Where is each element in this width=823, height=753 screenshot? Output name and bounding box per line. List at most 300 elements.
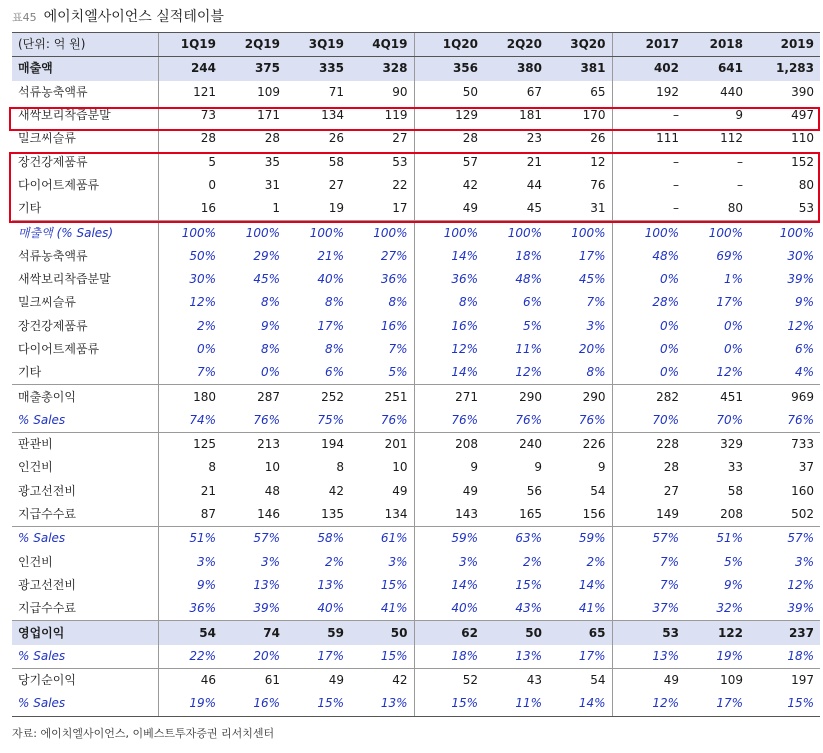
table-number: 표45 bbox=[12, 11, 37, 24]
table-cell: 143 bbox=[414, 503, 484, 527]
table-cell: 54 bbox=[548, 669, 612, 693]
table-cell: 0% bbox=[723, 318, 743, 333]
table-row bbox=[12, 669, 820, 693]
table-cell: 41% bbox=[578, 601, 606, 616]
table-cell: 49 bbox=[414, 480, 484, 503]
table-cell: 45% bbox=[578, 272, 606, 287]
table-cell: 5% bbox=[522, 318, 542, 333]
table-cell: 17% bbox=[685, 692, 749, 716]
table-cell: 3% bbox=[260, 554, 280, 569]
table-cell: 15% bbox=[380, 648, 408, 663]
table-cell: 17% bbox=[317, 318, 344, 333]
table-cell: 6% bbox=[522, 295, 542, 310]
table-cell: 171 bbox=[257, 108, 280, 123]
source-note: 자료: 에이치엘사이언스, 이베스트투자증권 리서치센터 bbox=[12, 727, 275, 740]
table-row bbox=[12, 645, 820, 669]
table-cell: 290 bbox=[484, 385, 548, 409]
table-cell: 156 bbox=[582, 507, 606, 522]
table-cell: 9 bbox=[534, 460, 542, 475]
table-cell: 73 bbox=[158, 104, 222, 127]
table-cell: 10 bbox=[264, 460, 280, 475]
table-row bbox=[12, 197, 820, 221]
table-cell: 3% bbox=[586, 318, 606, 333]
row-label: 장건강제품류 bbox=[18, 154, 88, 169]
table-cell: 41% bbox=[380, 601, 408, 616]
table-cell: 100% bbox=[685, 221, 749, 245]
table-cell: 502 bbox=[791, 507, 814, 522]
table-header-row bbox=[12, 33, 820, 57]
row-label: % Sales bbox=[18, 412, 66, 427]
row-label: % Sales bbox=[12, 527, 158, 551]
table-cell: 58 bbox=[727, 483, 743, 498]
table-row bbox=[12, 503, 820, 527]
table-cell: 8% bbox=[586, 365, 606, 380]
table-cell: 75% bbox=[317, 412, 344, 427]
table-cell: 329 bbox=[685, 433, 749, 457]
table-cell: 26 bbox=[590, 131, 606, 146]
table-row bbox=[12, 291, 820, 314]
table-cell: 2% bbox=[158, 315, 222, 338]
table-cell: 18% bbox=[515, 248, 542, 263]
table-cell: 9 bbox=[414, 456, 484, 479]
table-cell: 65 bbox=[548, 621, 612, 645]
table-cell: 30% bbox=[787, 248, 814, 263]
table-cell: 440 bbox=[720, 84, 743, 99]
table-row bbox=[12, 527, 820, 551]
table-cell: 53 bbox=[798, 201, 814, 216]
row-label: 다이어트제품류 bbox=[18, 342, 100, 356]
table-cell: 13% bbox=[253, 577, 280, 592]
table-cell: 134 bbox=[321, 108, 344, 123]
table-row bbox=[12, 245, 820, 268]
table-cell: 122 bbox=[685, 621, 749, 645]
table-cell: 287 bbox=[222, 385, 286, 409]
table-cell: 57% bbox=[749, 527, 820, 551]
table-cell: 71 bbox=[328, 84, 344, 99]
table-cell: 67 bbox=[526, 84, 542, 99]
table-cell: 0% bbox=[723, 342, 743, 356]
table-cell: 59% bbox=[414, 527, 484, 551]
table-cell: 213 bbox=[222, 433, 286, 457]
table-cell: 152 bbox=[791, 154, 814, 169]
table-cell: 146 bbox=[257, 507, 280, 522]
table-cell: 0% bbox=[612, 315, 685, 338]
table-cell: 969 bbox=[749, 385, 820, 409]
column-header: 2018 bbox=[685, 33, 749, 57]
table-cell: 59% bbox=[548, 527, 612, 551]
table-cell: 165 bbox=[519, 507, 542, 522]
table-row bbox=[12, 551, 820, 574]
table-cell: 48% bbox=[515, 272, 542, 287]
row-label: 장건강제품류 bbox=[18, 318, 88, 333]
column-header: 2Q20 bbox=[484, 33, 548, 57]
table-cell: 2% bbox=[324, 554, 344, 569]
table-cell: 28 bbox=[264, 131, 280, 146]
table-cell: 3% bbox=[794, 554, 814, 569]
table-cell: 28% bbox=[612, 291, 685, 314]
table-cell: 27 bbox=[392, 131, 408, 146]
table-cell: 13% bbox=[317, 577, 344, 592]
table-cell: 16% bbox=[380, 318, 408, 333]
table-cell: 8% bbox=[388, 295, 408, 310]
table-cell: 50% bbox=[158, 245, 222, 268]
row-label: 석류농축액류 bbox=[18, 84, 88, 99]
table-row bbox=[12, 315, 820, 338]
table-cell: 12% bbox=[787, 318, 814, 333]
table-cell: 9% bbox=[794, 295, 814, 310]
table-cell: 51% bbox=[685, 527, 749, 551]
table-cell: 7% bbox=[612, 574, 685, 597]
table-cell: 13% bbox=[515, 648, 542, 663]
table-cell: 22 bbox=[392, 177, 408, 192]
table-cell: 17 bbox=[392, 201, 408, 216]
table-cell: 12% bbox=[158, 291, 222, 314]
table-cell: 20% bbox=[253, 648, 280, 663]
table-row bbox=[12, 127, 820, 150]
table-cell: 135 bbox=[321, 507, 344, 522]
table-cell: 17% bbox=[716, 295, 743, 310]
table-cell: 12% bbox=[787, 577, 814, 592]
table-cell: 17% bbox=[317, 648, 344, 663]
table-cell: 251 bbox=[350, 385, 414, 409]
table-cell: 31 bbox=[590, 201, 606, 216]
table-cell: 8 bbox=[158, 456, 222, 479]
table-row bbox=[12, 621, 820, 645]
table-cell: 3% bbox=[414, 551, 484, 574]
table-cell: 3% bbox=[158, 551, 222, 574]
table-cell: 12 bbox=[590, 154, 606, 169]
table-cell: 58% bbox=[286, 527, 350, 551]
table-cell: 15% bbox=[414, 692, 484, 716]
table-cell: 15% bbox=[380, 577, 408, 592]
table-cell: 100% bbox=[286, 221, 350, 245]
table-cell: 8% bbox=[260, 342, 280, 356]
row-label: 기타 bbox=[18, 201, 42, 216]
table-cell: 13% bbox=[350, 692, 414, 716]
table-cell: 16 bbox=[158, 197, 222, 221]
table-cell: 100% bbox=[222, 221, 286, 245]
table-cell: 14% bbox=[414, 574, 484, 597]
column-header: 2017 bbox=[612, 33, 685, 57]
table-cell: 18% bbox=[787, 648, 814, 663]
row-label: 매출총이익 bbox=[12, 385, 158, 409]
table-cell: 14% bbox=[414, 361, 484, 385]
table-cell: 14% bbox=[548, 692, 612, 716]
table-cell: 125 bbox=[158, 433, 222, 457]
table-cell: 18% bbox=[414, 645, 484, 669]
table-cell: 100% bbox=[158, 221, 222, 245]
table-cell: 0% bbox=[612, 361, 685, 385]
table-row bbox=[12, 480, 820, 503]
table-cell: 181 bbox=[519, 108, 542, 123]
table-cell: 87 bbox=[158, 503, 222, 527]
table-cell: – bbox=[737, 154, 743, 169]
table-cell: 12% bbox=[716, 365, 743, 380]
table-cell: 35 bbox=[264, 154, 280, 169]
row-label: 광고선전비 bbox=[18, 483, 76, 498]
table-row bbox=[12, 81, 820, 104]
table-cell: 380 bbox=[484, 57, 548, 81]
table-row bbox=[12, 57, 820, 81]
table-cell: 54 bbox=[590, 483, 606, 498]
table-cell: 70% bbox=[612, 409, 685, 433]
table-cell: 28 bbox=[414, 127, 484, 150]
table-cell: 61 bbox=[222, 669, 286, 693]
table-cell: 39% bbox=[787, 272, 814, 287]
table-cell: 57% bbox=[222, 527, 286, 551]
table-cell: 110 bbox=[791, 131, 814, 146]
table-title-text: 에이치엘사이언스 실적테이블 bbox=[43, 9, 224, 25]
table-row bbox=[12, 574, 820, 597]
table-cell: 1,283 bbox=[749, 57, 820, 81]
table-cell: 36% bbox=[414, 268, 484, 291]
table-cell: 100% bbox=[350, 221, 414, 245]
table-cell: – bbox=[612, 197, 685, 221]
financial-table bbox=[12, 32, 820, 717]
table-cell: 9% bbox=[158, 574, 222, 597]
table-cell: 0% bbox=[158, 338, 222, 361]
table-cell: 76% bbox=[414, 409, 484, 433]
table-cell: 80 bbox=[727, 201, 743, 216]
table-cell: 57% bbox=[612, 527, 685, 551]
row-label: 인건비 bbox=[18, 554, 53, 569]
table-cell: 40% bbox=[317, 601, 344, 616]
table-cell: 8% bbox=[324, 342, 344, 356]
table-cell: 8% bbox=[324, 295, 344, 310]
table-cell: 194 bbox=[286, 433, 350, 457]
table-cell: 50 bbox=[350, 621, 414, 645]
table-cell: 49 bbox=[612, 669, 685, 693]
table-cell: 100% bbox=[484, 221, 548, 245]
table-cell: 16% bbox=[414, 315, 484, 338]
table-cell: 109 bbox=[257, 84, 280, 99]
table-cell: 17% bbox=[578, 648, 606, 663]
table-cell: 61% bbox=[350, 527, 414, 551]
table-cell: 7% bbox=[158, 361, 222, 385]
table-cell: 52 bbox=[414, 669, 484, 693]
table-cell: 59 bbox=[286, 621, 350, 645]
table-cell: 134 bbox=[384, 507, 408, 522]
row-label: 새싹보리착즙분말 bbox=[18, 272, 111, 287]
table-cell: 20% bbox=[578, 342, 606, 356]
table-cell: 58 bbox=[328, 154, 344, 169]
table-cell: – bbox=[612, 174, 685, 197]
table-cell: 208 bbox=[720, 507, 743, 522]
table-cell: 5% bbox=[723, 554, 743, 569]
table-cell: 335 bbox=[286, 57, 350, 81]
table-cell: 160 bbox=[791, 483, 814, 498]
table-cell: 5% bbox=[388, 365, 408, 380]
table-cell: 228 bbox=[612, 433, 685, 457]
table-cell: 29% bbox=[253, 248, 280, 263]
table-cell: 53 bbox=[392, 154, 408, 169]
table-row bbox=[12, 456, 820, 479]
table-cell: 100% bbox=[548, 221, 612, 245]
table-cell: 402 bbox=[612, 57, 685, 81]
table-cell: 37 bbox=[798, 460, 814, 475]
table-cell: 42 bbox=[414, 174, 484, 197]
table-cell: 45 bbox=[526, 201, 542, 216]
table-cell: 19 bbox=[328, 201, 344, 216]
table-cell: 381 bbox=[548, 57, 612, 81]
row-label: 지급수수료 bbox=[18, 507, 76, 522]
table-cell: 15% bbox=[286, 692, 350, 716]
table-row bbox=[12, 104, 820, 127]
table-cell: 54 bbox=[158, 621, 222, 645]
table-cell: 31 bbox=[264, 177, 280, 192]
row-label: % Sales bbox=[12, 692, 158, 716]
table-cell: 271 bbox=[414, 385, 484, 409]
table-cell: 33 bbox=[727, 460, 743, 475]
table-cell: 90 bbox=[392, 84, 408, 99]
table-cell: 226 bbox=[548, 433, 612, 457]
row-label: 매출액 (% Sales) bbox=[12, 221, 158, 245]
table-cell: 6% bbox=[794, 342, 814, 356]
table-cell: 74% bbox=[158, 409, 222, 433]
table-cell: 100% bbox=[749, 221, 820, 245]
table-cell: 0 bbox=[158, 174, 222, 197]
table-row bbox=[12, 338, 820, 361]
table-cell: 208 bbox=[414, 433, 484, 457]
table-cell: 119 bbox=[384, 108, 408, 123]
table-cell: 42 bbox=[328, 483, 344, 498]
table-cell: 12% bbox=[515, 365, 542, 380]
table-cell: 19% bbox=[158, 692, 222, 716]
table-cell: 328 bbox=[350, 57, 414, 81]
table-cell: 12% bbox=[612, 692, 685, 716]
table-cell: 49 bbox=[392, 483, 408, 498]
row-label: 매출액 bbox=[12, 57, 158, 81]
table-cell: 80 bbox=[798, 177, 814, 192]
table-cell: 14% bbox=[414, 245, 484, 268]
table-cell: 3% bbox=[388, 554, 408, 569]
row-label: 다이어트제품류 bbox=[18, 177, 100, 192]
table-cell: 36% bbox=[380, 272, 408, 287]
table-cell: 39% bbox=[253, 601, 280, 616]
table-cell: 252 bbox=[286, 385, 350, 409]
table-cell: 6% bbox=[324, 365, 344, 380]
table-cell: 16% bbox=[222, 692, 286, 716]
table-cell: 733 bbox=[749, 433, 820, 457]
column-header: 4Q19 bbox=[350, 33, 414, 57]
table-cell: 56 bbox=[526, 483, 542, 498]
table-cell: 7% bbox=[612, 551, 685, 574]
table-cell: 48 bbox=[264, 483, 280, 498]
table-cell: 28 bbox=[612, 456, 685, 479]
table-cell: 0% bbox=[612, 268, 685, 291]
table-cell: 43 bbox=[484, 669, 548, 693]
table-cell: 50 bbox=[484, 621, 548, 645]
table-row bbox=[12, 692, 820, 716]
table-cell: 290 bbox=[548, 385, 612, 409]
table-cell: 43% bbox=[515, 601, 542, 616]
table-cell: 497 bbox=[791, 108, 814, 123]
table-row bbox=[12, 409, 820, 433]
table-cell: 76% bbox=[787, 412, 814, 427]
table-cell: 76 bbox=[590, 177, 606, 192]
table-cell: 17% bbox=[578, 248, 606, 263]
table-cell: 2% bbox=[522, 554, 542, 569]
table-cell: 27% bbox=[380, 248, 408, 263]
table-cell: 641 bbox=[685, 57, 749, 81]
row-label: 판관비 bbox=[12, 433, 158, 457]
table-cell: 9% bbox=[260, 318, 280, 333]
table-cell: 30% bbox=[158, 268, 222, 291]
table-cell: 19% bbox=[716, 648, 743, 663]
table-cell: 51% bbox=[158, 527, 222, 551]
table-cell: 9% bbox=[723, 577, 743, 592]
table-cell: 192 bbox=[612, 81, 685, 104]
table-cell: 62 bbox=[414, 621, 484, 645]
table-cell: 2% bbox=[586, 554, 606, 569]
table-cell: 15% bbox=[749, 692, 820, 716]
row-label: 밀크씨슬류 bbox=[18, 131, 76, 146]
table-cell: 39% bbox=[787, 601, 814, 616]
column-header: 3Q19 bbox=[286, 33, 350, 57]
table-cell: 76% bbox=[515, 412, 542, 427]
table-cell: 170 bbox=[582, 108, 606, 123]
table-cell: 13% bbox=[612, 645, 685, 669]
table-cell: 28 bbox=[158, 127, 222, 150]
table-cell: 149 bbox=[612, 503, 685, 527]
table-row bbox=[12, 433, 820, 457]
table-row bbox=[12, 361, 820, 385]
table-cell: 9 bbox=[735, 108, 743, 123]
table-cell: 244 bbox=[158, 57, 222, 81]
table-cell: 240 bbox=[484, 433, 548, 457]
table-cell: 7% bbox=[586, 295, 606, 310]
table-cell: 76% bbox=[380, 412, 408, 427]
table-title bbox=[12, 6, 224, 28]
table-cell: 50 bbox=[414, 81, 484, 104]
row-label: 밀크씨슬류 bbox=[18, 295, 76, 310]
table-cell: 26 bbox=[328, 131, 344, 146]
table-cell: 22% bbox=[158, 645, 222, 669]
row-label: 당기순이익 bbox=[12, 669, 158, 693]
table-cell: 100% bbox=[612, 221, 685, 245]
column-header: 2Q19 bbox=[222, 33, 286, 57]
table-cell: 15% bbox=[515, 577, 542, 592]
table-cell: 49 bbox=[414, 197, 484, 221]
table-cell: 0% bbox=[260, 365, 280, 380]
table-row bbox=[12, 385, 820, 409]
table-cell: 63% bbox=[484, 527, 548, 551]
table-cell: 42 bbox=[350, 669, 414, 693]
table-cell: 14% bbox=[578, 577, 606, 592]
table-cell: 129 bbox=[414, 104, 484, 127]
column-header: 2019 bbox=[749, 33, 820, 57]
table-cell: 1 bbox=[272, 201, 280, 216]
table-row bbox=[12, 174, 820, 197]
column-header: 1Q20 bbox=[414, 33, 484, 57]
table-cell: 100% bbox=[414, 221, 484, 245]
table-cell: 70% bbox=[716, 412, 743, 427]
table-cell: 180 bbox=[158, 385, 222, 409]
table-cell: 49 bbox=[286, 669, 350, 693]
table-cell: 390 bbox=[791, 84, 814, 99]
table-cell: 1% bbox=[723, 272, 743, 287]
table-cell: 451 bbox=[685, 385, 749, 409]
table-cell: – bbox=[612, 104, 685, 127]
table-cell: 69% bbox=[716, 248, 743, 263]
column-header: 1Q19 bbox=[158, 33, 222, 57]
table-cell: 65 bbox=[590, 84, 606, 99]
table-cell: 7% bbox=[388, 342, 408, 356]
table-cell: 27 bbox=[328, 177, 344, 192]
table-cell: 12% bbox=[414, 338, 484, 361]
table-cell: 8% bbox=[414, 291, 484, 314]
table-cell: 111 bbox=[612, 127, 685, 150]
